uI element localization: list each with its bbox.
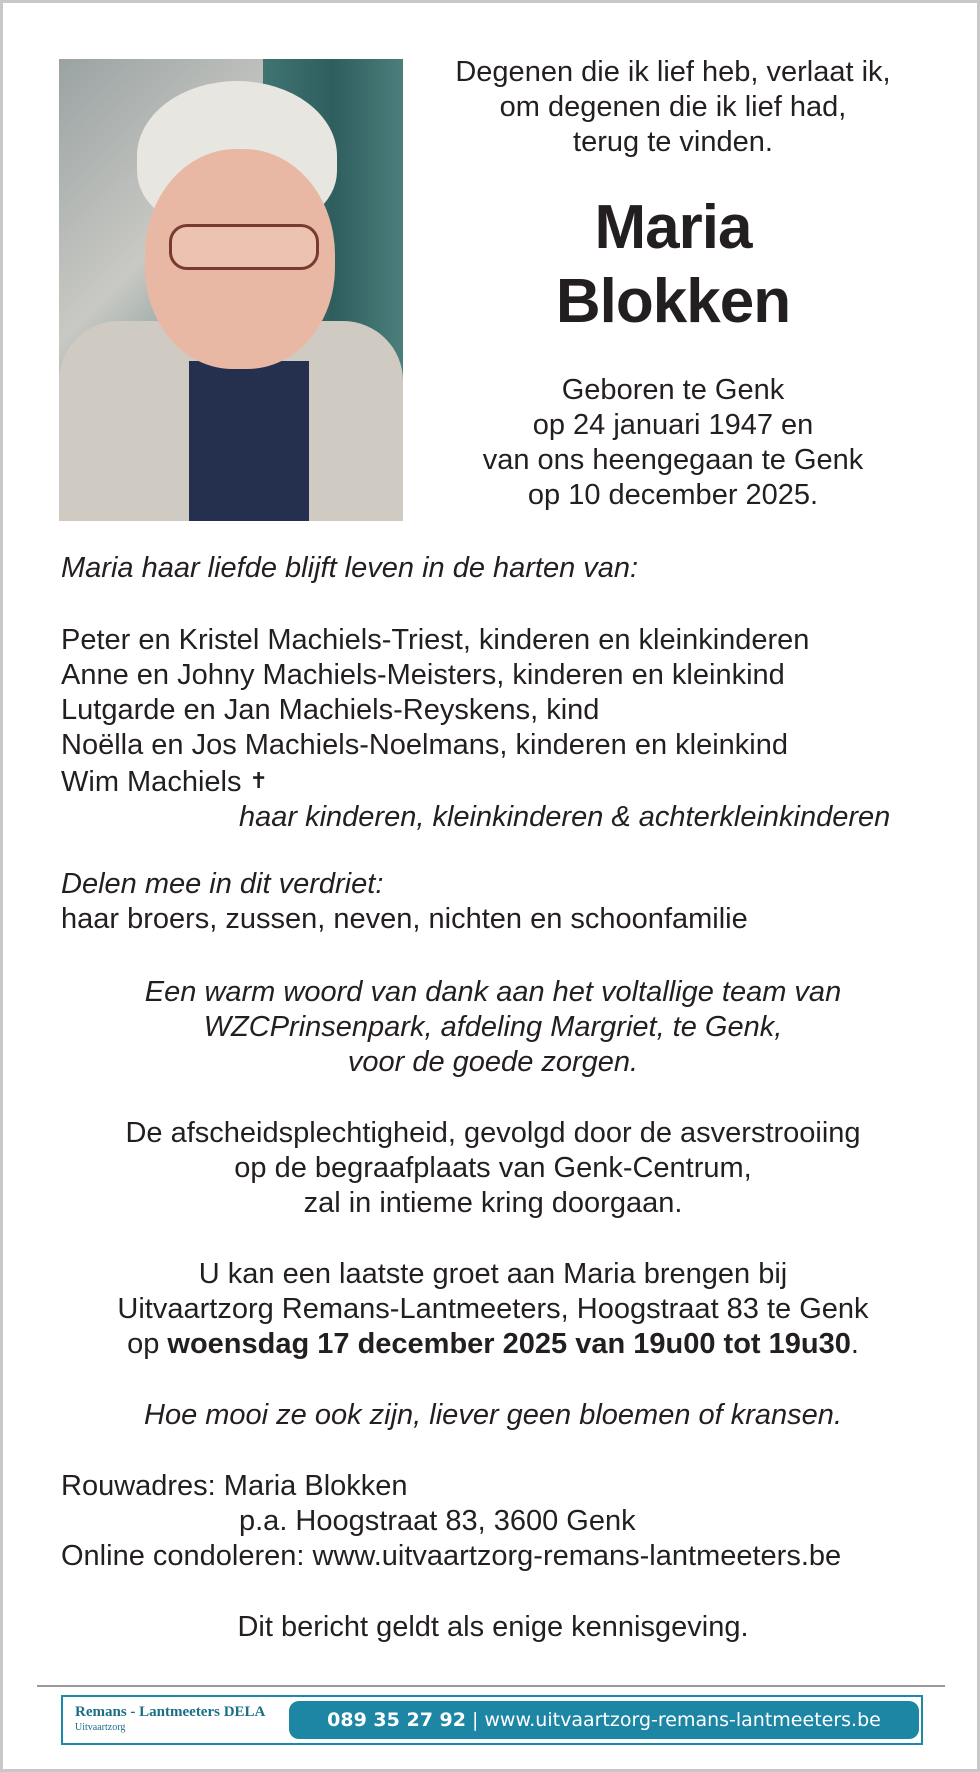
visit-suffix: . xyxy=(850,1328,859,1360)
mourning-address xyxy=(61,1469,961,1574)
address-line: p.a. Hoogstraat 83, 3600 Genk xyxy=(239,1505,636,1537)
first-name: Maria xyxy=(594,193,752,262)
contact-bar xyxy=(289,1701,919,1739)
photo-glasses xyxy=(169,224,319,270)
verse-line: terug te vinden. xyxy=(573,126,773,158)
brand-sub: Uitvaartzorg xyxy=(75,1722,126,1733)
contact-separator: | xyxy=(471,1709,479,1731)
visit-prefix: op xyxy=(127,1328,168,1360)
ceremony-line: op de begraafplaats van Genk-Centrum, xyxy=(234,1152,752,1184)
share-text: haar broers, zussen, neven, nichten en schoonfamilie xyxy=(61,903,748,935)
last-name: Blokken xyxy=(555,267,791,336)
visit-line: Uitvaartzorg Remans-Lantmeeters, Hoogstraat 83 te Genk xyxy=(117,1293,869,1325)
funeral-home-logo xyxy=(75,1703,265,1735)
born-line: op 24 januari 1947 en xyxy=(532,409,814,441)
family-line: Lutgarde en Jan Machiels-Reyskens, kind xyxy=(61,694,600,726)
family-list xyxy=(61,623,941,835)
thanks-line: Een warm woord van dank aan het voltallige team van xyxy=(144,976,842,1008)
address-line: Rouwadres: Maria Blokken xyxy=(61,1470,408,1502)
ceremony-line: zal in intieme kring doorgaan. xyxy=(303,1187,683,1219)
verse-line: om degenen die ik lief had, xyxy=(499,91,847,123)
born-line: van ons heengegaan te Genk xyxy=(482,444,864,476)
born-line: op 10 december 2025. xyxy=(527,479,819,511)
photo-blouse xyxy=(189,361,309,521)
website-link[interactable]: www.uitvaartzorg-remans-lantmeeters.be xyxy=(484,1709,881,1731)
thanks-line: WZCPrinsenpark, afdeling Margriet, te Genk, xyxy=(203,1011,783,1043)
ceremony-info xyxy=(43,1116,943,1221)
deceased-name xyxy=(433,191,913,339)
flowers-note: Hoe mooi ze ook zijn, liever geen bloemen of kransen. xyxy=(144,1399,842,1431)
family-line: Noëlla en Jos Machiels-Noelmans, kinderen en kleinkind xyxy=(61,729,788,761)
thanks-line: voor de goede zorgen. xyxy=(347,1046,639,1078)
family-wim-name: Wim Machiels xyxy=(61,766,242,798)
visit-datetime xyxy=(43,1327,943,1362)
family-line: Anne en Johny Machiels-Meisters, kinderen en kleinkind xyxy=(61,659,785,691)
divider xyxy=(37,1685,945,1687)
verse-line: Degenen die ik lief heb, verlaat ik, xyxy=(455,56,891,88)
verse xyxy=(433,55,913,160)
phone-number[interactable]: 089 35 27 92 xyxy=(327,1709,466,1731)
cross-icon: ✝ xyxy=(249,768,268,793)
condolence-line: Online condoleren: www.uitvaartzorg-remans-lantmeeters.be xyxy=(61,1540,842,1572)
visit-date-bold: woensdag 17 december 2025 van 19u00 tot 19u30 xyxy=(167,1328,851,1360)
notice-text: Dit bericht geldt als enige kennisgeving. xyxy=(237,1611,749,1643)
family-line: Peter en Kristel Machiels-Triest, kinderen en kleinkinderen xyxy=(61,624,810,656)
portrait-photo xyxy=(59,59,403,521)
ceremony-line: De afscheidsplechtigheid, gevolgd door de asverstrooiing xyxy=(125,1117,861,1149)
share-heading: Delen mee in dit verdriet: xyxy=(61,868,384,900)
thanks-note xyxy=(43,975,943,1080)
intro-text: Maria haar liefde blijft leven in de harten van: xyxy=(61,552,639,584)
birth-death-info xyxy=(433,373,913,513)
visit-line: U kan een laatste groet aan Maria brengen bij xyxy=(198,1258,788,1290)
family-summary: haar kinderen, kleinkinderen & achterkleinkinderen xyxy=(239,801,891,833)
visitation-info xyxy=(43,1257,943,1362)
family-line-wim xyxy=(61,763,941,800)
born-line: Geboren te Genk xyxy=(561,374,785,406)
share-grief xyxy=(61,867,941,937)
funeral-home-footer xyxy=(61,1695,923,1745)
brand-name: Remans - Lantmeeters DELA xyxy=(75,1704,266,1720)
